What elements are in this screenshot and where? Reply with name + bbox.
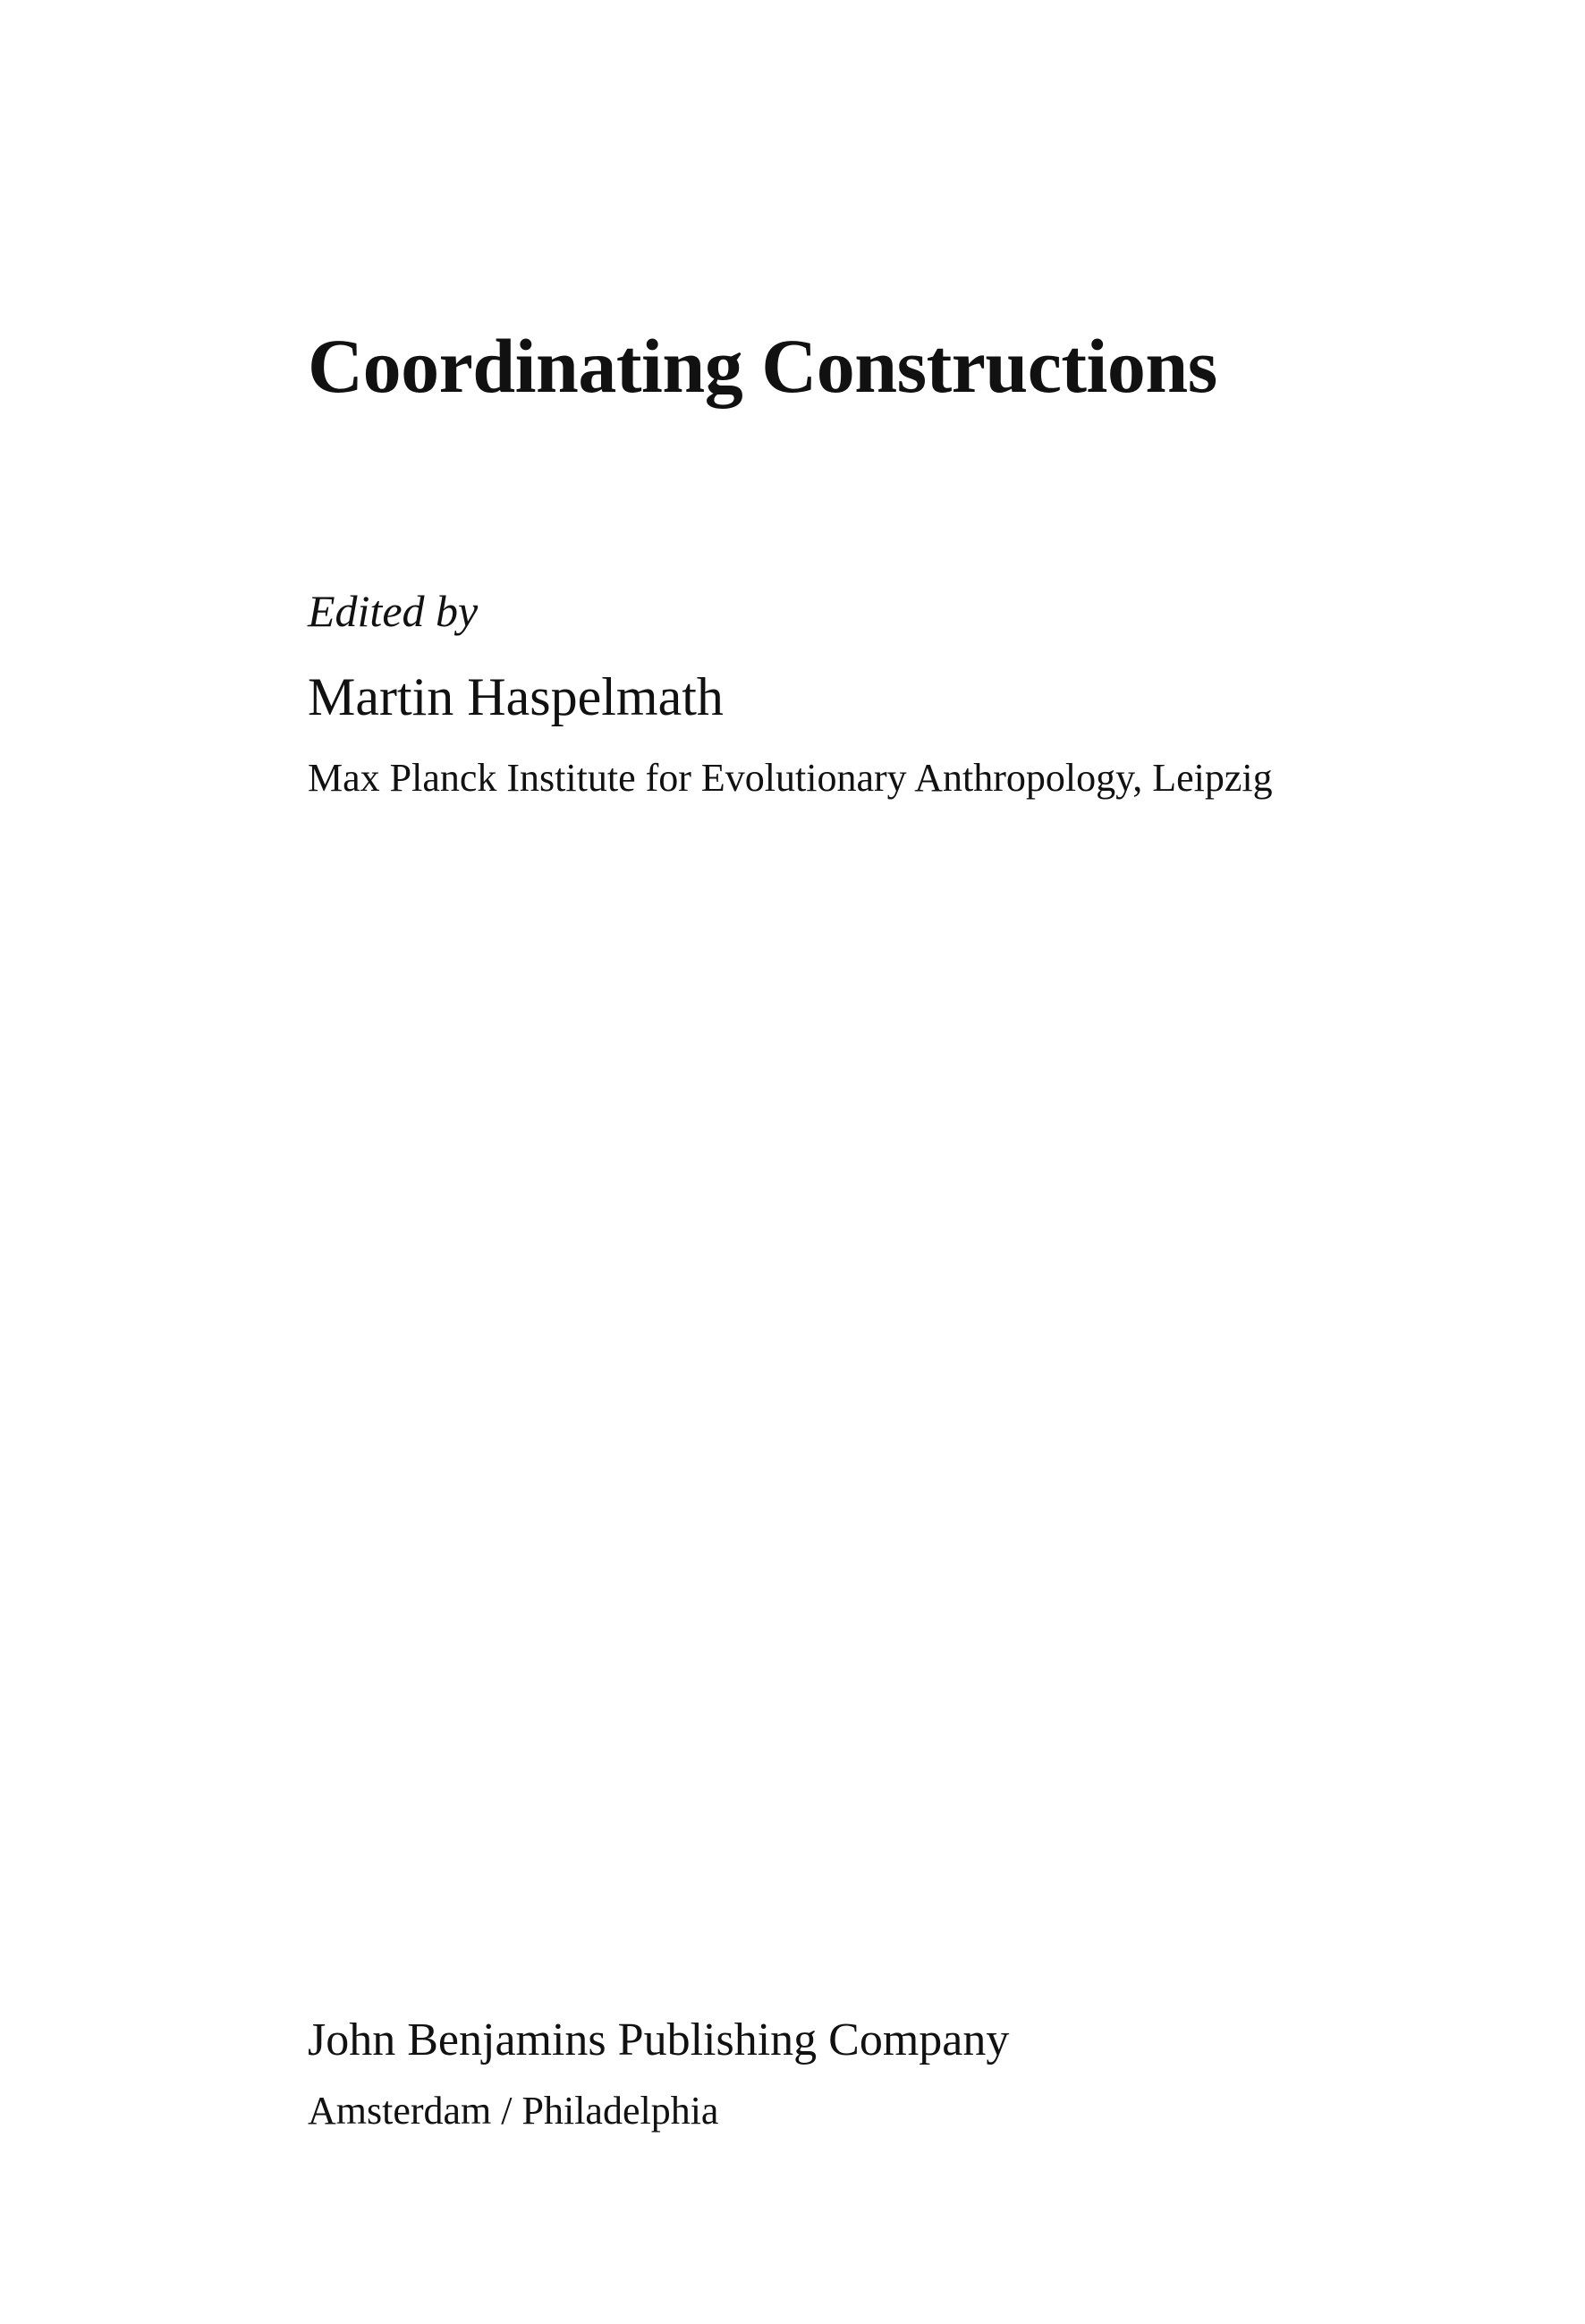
editor-name: Martin Haspelmath (308, 667, 724, 726)
book-title: Coordinating Constructions (308, 323, 1217, 409)
publisher-locations: Amsterdam / Philadelphia (308, 2089, 719, 2133)
edited-by-label: Edited by (308, 586, 479, 636)
editor-affiliation: Max Planck Institute for Evolutionary Anthropology, Leipzig (308, 756, 1273, 800)
publisher-name: John Benjamins Publishing Company (308, 2014, 1010, 2065)
